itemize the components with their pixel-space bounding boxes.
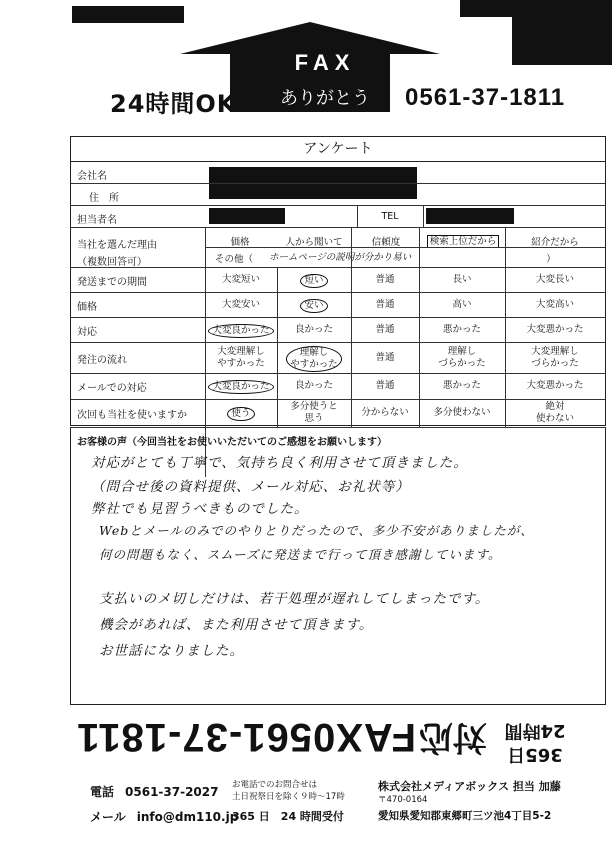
rating-option-selected[interactable]: 理解し やすかった: [286, 346, 342, 372]
rating-option[interactable]: 大変理解し やすかった: [217, 345, 265, 369]
voice-line: 何の問題もなく、スムーズに発送まで行って頂き感謝しています。: [99, 547, 502, 562]
voice-line: 支払いのメ切しだけは、若干処理が遅れしてしまったです。: [99, 591, 490, 607]
reason-other-close: ）: [546, 254, 556, 265]
survey-form: [70, 136, 606, 426]
reason-option-selected: 検索上位だから: [427, 235, 500, 248]
reason-label: 当社を選んだ理由: [77, 240, 157, 251]
row-divider: [71, 317, 605, 318]
big-365-24: [490, 712, 580, 766]
row-divider: [71, 205, 605, 206]
postal-code: 〒470-0164: [378, 795, 428, 805]
tanto-name: 加藤: [538, 780, 561, 793]
person-label: 担当者名: [77, 215, 117, 226]
rating-option[interactable]: 悪かった: [442, 323, 481, 335]
reason-option: 人から聞いて: [285, 237, 343, 248]
rating-option[interactable]: 大変長い: [535, 273, 574, 285]
rating-option-selected[interactable]: 安い: [300, 299, 327, 313]
voice-line: 機会があれば、また利用させて頂きます。: [99, 617, 374, 633]
big-365: 365日: [507, 744, 563, 765]
thanks-text: ありがとう: [280, 88, 370, 109]
row-divider: [71, 399, 605, 400]
reason-other-text: ホームページの説明が分かり易い: [269, 252, 412, 263]
reason-option: 価格: [230, 237, 250, 248]
redaction-bar-corner: [512, 17, 612, 65]
rating-option[interactable]: 大変短い: [221, 273, 260, 285]
mail-label: メール: [90, 810, 126, 824]
row-divider: [71, 227, 605, 228]
fax-number: 0561-37-1811: [405, 84, 566, 111]
col-divider: [277, 267, 278, 427]
redaction-bar-top-right: [460, 0, 612, 17]
company-address: 愛知県愛知郡東郷町三ツ池4丁目5-2: [378, 810, 552, 822]
voice-line: お世話になりました。: [99, 643, 244, 659]
fax-label: FAX: [294, 50, 356, 75]
big-taiou: 対応: [419, 717, 487, 757]
customer-voice-box: [70, 427, 606, 705]
company-name: 株式会社メディアボックス 担当 加藤: [378, 780, 561, 793]
rating-option-selected[interactable]: 短い: [300, 274, 327, 288]
tanto-label: 担当: [512, 780, 535, 793]
rating-option[interactable]: 分からない: [361, 407, 409, 418]
rating-option[interactable]: 大変高い: [535, 298, 574, 310]
voice-line: （問合せ後の資料提供、メール対応、お礼状等）: [91, 479, 410, 495]
rating-option[interactable]: 長い: [452, 273, 472, 285]
row-divider: [71, 373, 605, 374]
reason-sub: （複数回答可）: [77, 257, 147, 268]
row-divider: [71, 183, 605, 184]
col-divider: [505, 227, 506, 427]
rating-option[interactable]: 良かった: [294, 380, 333, 391]
hours-line-1: お電話でのお問合せは: [232, 780, 318, 790]
rating-option[interactable]: 大変理解し づらかった: [531, 345, 579, 369]
rating-option-selected[interactable]: 大変良かった: [208, 324, 273, 338]
company-label: 会社名: [77, 171, 107, 182]
big-24: 24時間: [504, 720, 566, 741]
rating-option[interactable]: 絶対 使わない: [535, 401, 574, 424]
phone-number: 0561-37-2027: [125, 785, 219, 799]
redaction-bar-top-left: [72, 6, 184, 23]
address-label: 住 所: [89, 193, 119, 204]
rating-row-label: 発送までの期間: [77, 276, 147, 288]
rating-option[interactable]: 高い: [452, 298, 472, 310]
rating-option[interactable]: 普通: [375, 351, 395, 363]
rating-option[interactable]: 大変悪かった: [526, 323, 584, 335]
rating-row-label: 対応: [77, 326, 97, 338]
rating-row-label: メールでの対応: [77, 383, 147, 394]
redaction-person: [209, 208, 285, 224]
rating-option[interactable]: 大変悪かった: [526, 380, 584, 391]
rating-option[interactable]: 多分使わない: [433, 407, 491, 418]
accept-24h: 365 日 24 時間受付: [232, 810, 344, 823]
rating-option[interactable]: 理解し づらかった: [438, 345, 486, 369]
col-divider: [351, 227, 352, 427]
voice-title: お客様の声（今回当社をお使いいただいてのご感想をお願いします）: [77, 437, 387, 448]
row-divider: [205, 247, 605, 248]
hours-line-2: 土日祝祭日を除く９時〜17時: [232, 792, 345, 802]
rating-option[interactable]: 良かった: [294, 323, 333, 335]
form-title: アンケート: [71, 137, 605, 162]
rating-option[interactable]: 普通: [375, 273, 395, 285]
reason-other-label: その他（: [215, 254, 254, 265]
redaction-tel: [426, 208, 514, 224]
rating-option[interactable]: 普通: [375, 323, 395, 335]
voice-line: Webとメールのみでのやりとりだったので、多少不安がありましたが、: [99, 523, 534, 538]
row-divider: [71, 292, 605, 293]
big-fax-number: FAX0561-37-1811: [76, 715, 416, 759]
col-divider: [419, 227, 420, 427]
rating-option[interactable]: 大変安い: [221, 298, 260, 310]
voice-line: 対応がとても丁寧で、気持ち良く利用させて頂きました。: [91, 455, 468, 471]
rating-option[interactable]: 普通: [375, 298, 395, 310]
row-divider: [71, 342, 605, 343]
rating-option[interactable]: 悪かった: [442, 380, 481, 391]
col-divider: [423, 205, 424, 227]
rating-option[interactable]: 普通: [375, 380, 395, 391]
rating-row-label: 次回も当社を使いますか: [77, 410, 187, 421]
row-divider: [71, 267, 605, 268]
rating-option-selected[interactable]: 大変良かった: [208, 380, 273, 394]
ok-24-hours: 24時間OK: [110, 90, 237, 118]
tel-label: TEL: [381, 211, 399, 222]
rating-row-label: 価格: [77, 301, 97, 313]
rating-row-label: 発注の流れ: [77, 354, 127, 366]
rating-option[interactable]: 多分使うと 思う: [290, 401, 338, 424]
rating-option-selected[interactable]: 使う: [227, 407, 254, 421]
reason-option: 信頼度: [371, 237, 401, 248]
phone-label: 電話: [90, 785, 115, 799]
mail-address[interactable]: info@dm110.jp: [136, 810, 239, 824]
voice-line: 弊社でも見習うべきものでした。: [91, 501, 309, 517]
reason-option: 紹介だから: [531, 237, 579, 248]
